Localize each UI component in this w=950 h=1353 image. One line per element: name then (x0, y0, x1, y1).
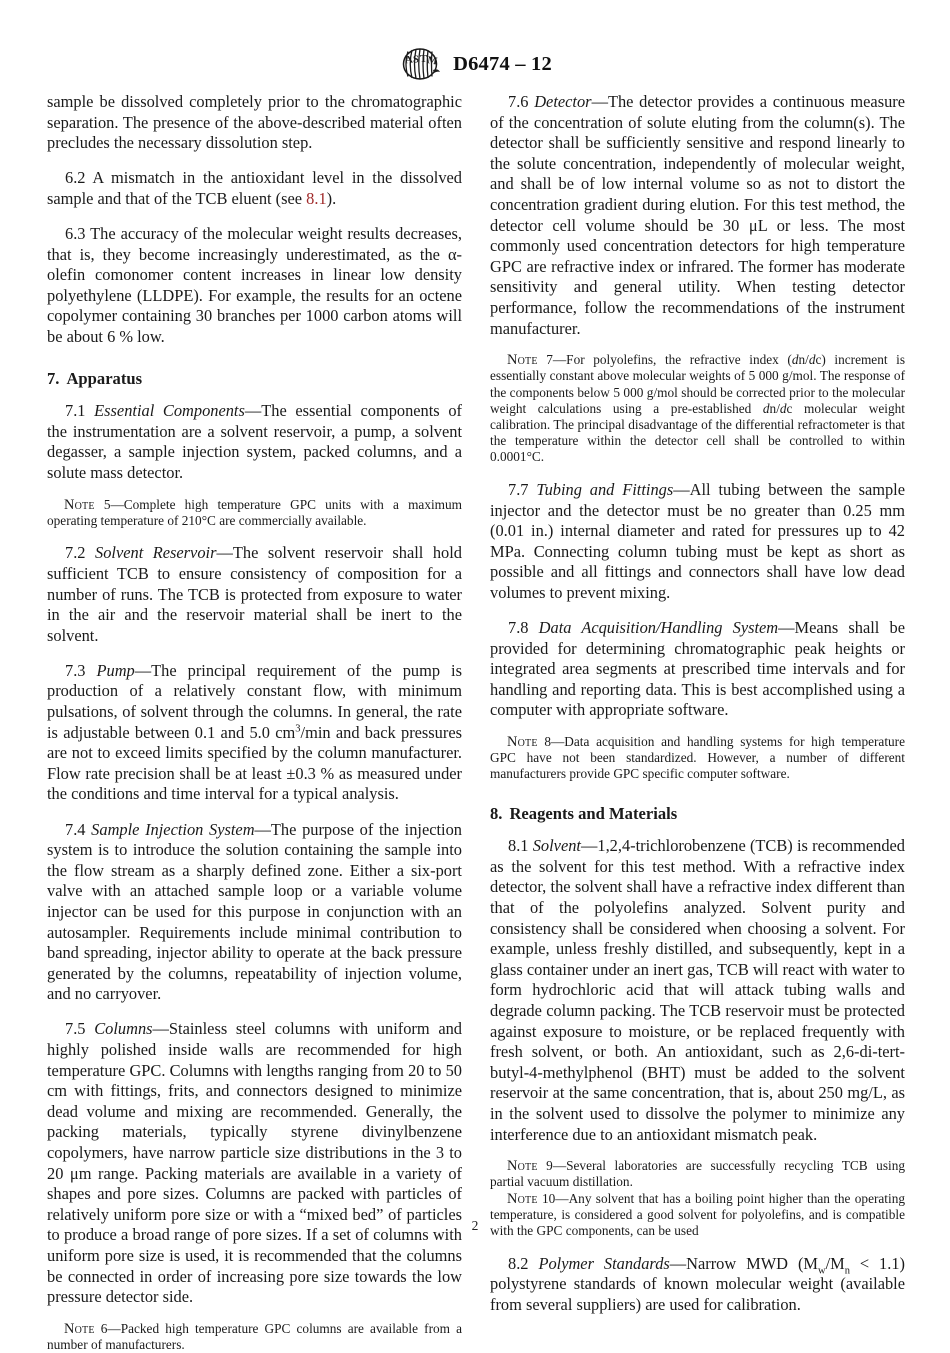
paragraph-text-1: Narrow MWD (M (686, 1253, 818, 1273)
svg-text:M: M (426, 55, 439, 68)
italic-d: d (791, 352, 799, 368)
svg-text:S: S (413, 54, 419, 66)
paragraph-7-4 (47, 820, 462, 1005)
paragraph-text: The solvent reservoir shall hold sufficient TCB to ensure consistency of composition for a number of runs. The TCB is protected from exposure to water in the air and the reservoir material shall be inert to the solvent. (47, 543, 462, 645)
note-label: Note (64, 1320, 95, 1337)
note-label: Note (507, 352, 538, 369)
italic-d: d (808, 352, 816, 368)
paragraph-text: All tubing between the sample injector and the detector must be no greater than 0.25 mm (0.01 in.) internal diameter and rated for pressures up to 42 MPa. Connecting column tubing must be kept as short as possible and all fittings and connectors shall have low dead volumes to prevent mixing. (490, 480, 906, 603)
note-text-2: ) increment is essentially constant above molecular weights of 5 000 g/mol. The response of the components below 5 000 g/mol should be corrected prior to the molecular weight calculations using a pre-established (490, 352, 906, 416)
note-number: 10 (541, 1190, 556, 1206)
subscript-w: w (817, 1264, 826, 1276)
note-number: 7 (546, 352, 553, 368)
em-dash: — (110, 496, 124, 512)
italic-d: d (762, 400, 770, 416)
section-title: Apparatus (66, 368, 143, 388)
note-text: Packed high temperature GPC columns are available from a number of manufacturers. (47, 1320, 462, 1352)
em-dash: — (555, 1190, 569, 1206)
document-designation: D6474 – 12 (453, 52, 552, 75)
paragraph-number: 7.6 (508, 92, 529, 111)
paragraph-7-7 (490, 480, 905, 604)
note-text-1: For polyolefins, the refractive index ( (566, 352, 792, 368)
paragraph-number: 7.4 (65, 819, 86, 839)
note-label: Note (507, 1190, 538, 1207)
paragraph-text-before-link: A mismatch in the antioxidant level in the dissolved sample and that of the TCB eluent (see (47, 168, 462, 208)
note-6 (47, 1321, 462, 1353)
superscript-exponent: 3 (295, 723, 301, 735)
run-in-heading: Solvent Reservoir (95, 543, 217, 563)
paragraph-number: 6.3 (65, 223, 86, 243)
paragraph-text: The essential components of the instrumentation are a solvent reservoir, a pump, a solvent degasser, a sample injection system, packed columns, and a solute mass detector. (47, 401, 462, 482)
page-footer (0, 1218, 950, 1234)
paragraph-6-3 (47, 224, 462, 348)
paragraph-8-1 (490, 836, 905, 1145)
note-number: 5 (103, 496, 111, 512)
note-9 (490, 1158, 905, 1190)
note-5 (47, 497, 462, 529)
roman-c: c (786, 400, 793, 416)
em-dash: — (552, 1158, 567, 1174)
section-heading-8 (490, 804, 905, 825)
svg-text:A: A (404, 54, 414, 67)
paragraph-number: 8.1 (508, 836, 529, 856)
em-dash: — (580, 836, 598, 856)
roman-n-slash: n/ (769, 400, 780, 416)
note-text: Data acquisition and handling systems for high temperature GPC have not been standardized. However, a number of different manufacturers provide GPC specific computer software. (490, 734, 905, 782)
paragraph-7-3 (47, 661, 462, 805)
em-dash: — (216, 543, 233, 563)
run-in-heading: Polymer Standards (538, 1253, 670, 1273)
cross-reference-link-8-1[interactable]: 8.1 (306, 188, 327, 208)
em-dash: — (591, 92, 608, 111)
paragraph-7-8 (490, 618, 905, 721)
em-dash: — (107, 1320, 121, 1336)
paragraph-number: 7.8 (508, 618, 529, 638)
astm-logo-icon (398, 47, 442, 81)
section-title: Reagents and Materials (509, 803, 678, 823)
em-dash: — (152, 1019, 169, 1039)
paragraph-7-2 (47, 543, 462, 646)
page-header (0, 42, 950, 86)
run-in-heading: Columns (94, 1019, 153, 1039)
em-dash: — (254, 819, 271, 839)
paragraph-6-1-continuation: sample be dissolved completely prior to the chromatographic separation. The presence of the above-described material often precludes the necessary dissolution step. (47, 92, 462, 153)
note-text: Complete high temperature GPC units with a maximum operating temperature of 210°C are commercially available. (47, 496, 462, 528)
run-in-heading: Tubing and Fittings (536, 480, 674, 500)
left-column (47, 92, 462, 1352)
em-dash: — (244, 401, 262, 421)
paragraph-text-3: < 1.1) polystyrene standards of known molecular weight (available from several suppliers) are used for calibration. (490, 1253, 905, 1314)
paragraph-number: 7.1 (65, 401, 86, 421)
paragraph-text: Stainless steel columns with uniform and highly polished inside walls are recommended for high temperature GPC. Columns with lengths ranging from 20 to 50 cm with fittings, frits, and connectors designed to minimize dead volume and mixing are recommended. Generally, the packing materials, typically styrene divinylbenzene copolymers, have narrow particle size distributions in the 3 to 20 μm range. Packing materials are available in a variety of shapes and pore sizes. Columns are packed with particles of relatively uniform pore size or with a “mixed bed” of particles to produce a broad range of pore sizes. If a set of columns with uniform pore size is used, it is recommended that the columns be connected in order of increasing pore size towards the low pressure detector side. (47, 1019, 462, 1307)
italic-d: d (779, 400, 787, 416)
section-number: 7. (47, 368, 60, 388)
paragraph-text: The accuracy of the molecular weight results decreases, that is, they become increasingly underestimated, as the α-olefin comonomer content increases in linear low density polyethylene (LLDPE). For example, the results for an octene copolymer containing 30 branches per 1000 carbon atoms will be about 6 % low. (47, 223, 462, 346)
em-dash: — (673, 480, 690, 500)
paragraph-text-part1: The principal requirement of the pump is production of a relatively constant flow, with minimum pulsations, of solvent through the columns. In general, the rate is adjustable between 0.1 and 5.0 cm (47, 660, 462, 742)
note-text: Several laboratories are successfully recycling TCB using partial vacuum distillation. (490, 1158, 905, 1190)
note-8 (490, 734, 905, 783)
paragraph-number: 7.7 (508, 480, 529, 500)
note-label: Note (507, 1158, 538, 1175)
run-in-heading: Data Acquisition/Handling System (538, 618, 779, 638)
paragraph-number: 7.3 (65, 660, 86, 680)
em-dash: — (550, 734, 565, 750)
paragraph-text: The purpose of the injection system is to introduce the solution containing the sample into the flow stream as a sharply defined zone. Either a six-port valve with an attached sample loop or a variable volume injector can be used for this purpose in conjunction with an autosampler. Requirements include minimal contribution to band spreading, injector ability to operate at the back pressure generated by the columns, repeatability of injection volume, and no carryover. (47, 819, 462, 1004)
paragraph-text: The detector provides a continuous measure of the concentration of solute eluting from the column(s). The detector shall be sufficiently sensitive and respond linearly to the solute concentration, independently of molecular weight, and shall be of low internal volume so as not to distort the concentration gradient during elution. For this test method, the detector cell volume should be 30 μL or less. The most commonly used concentration detectors for high temperature GPC are refractive index or infrared. The former has moderate sensitivity and general utility. When testing detector performance, follow the recommendations of the instrument manufacturer. (490, 92, 905, 338)
paragraph-number: 7.2 (65, 543, 86, 563)
paragraph-text-2: /M (825, 1253, 845, 1273)
paragraph-7-5 (47, 1019, 462, 1307)
em-dash: — (669, 1253, 687, 1273)
note-text-3: molecular weight calibration. The principal disadvantage of the differential refractometer is that the temperature within the detector cell shall be controlled to within 0.0001°C. (490, 400, 905, 465)
page-number: 2 (471, 1218, 479, 1233)
section-number: 8. (490, 803, 503, 823)
paragraph-text: Means shall be provided for determining chromatographic peak heights or integrated area segments at prescribed time intervals and for handling and reporting data. This is best accomplished using a computer with appropriate software. (490, 618, 905, 720)
note-label: Note (507, 734, 538, 751)
page-body (47, 92, 906, 1352)
paragraph-number: 7.5 (65, 1019, 86, 1039)
paragraph-number: 8.2 (508, 1253, 529, 1273)
right-column (490, 92, 906, 1314)
note-label: Note (64, 496, 95, 513)
note-number: 6 (100, 1320, 108, 1336)
section-heading-7 (47, 369, 462, 390)
subscript-n: n (844, 1264, 850, 1276)
paragraph-number: 6.2 (65, 168, 86, 188)
run-in-heading: Pump (96, 660, 135, 680)
em-dash: — (552, 352, 567, 368)
run-in-heading: Solvent (532, 836, 581, 856)
paragraph-8-2 (490, 1254, 905, 1316)
note-7 (490, 352, 905, 465)
paragraph-7-6 (490, 92, 905, 339)
em-dash: — (134, 660, 152, 680)
run-in-heading: Essential Components (94, 401, 245, 421)
paragraph-6-2 (47, 168, 462, 209)
svg-text:T: T (420, 54, 428, 65)
run-in-heading: Sample Injection System (91, 819, 255, 839)
note-number: 8 (544, 734, 551, 750)
paragraph-text-part2: /min and back pressures are not to exceed limits specified by the column manufacturer. Flow rate precision shall be at least ±0.3 % as measured under the conditions and time interval for a typical analysis. (47, 722, 462, 804)
paragraph-text: 1,2,4-trichlorobenzene (TCB) is recommended as the solvent for this test method. With a refractive index detector, the solvent shall have a refractive index different than that of the polyolefins analyzed. Solvent purity and consistency shall be considered when choosing a solvent. For example, unless freshly distilled, and subsequently, kept in a glass container under an inert gas, TCB will react with water to form hydrochloric acid that will attack tubing walls and degrade column packing. The TCB reservoir must be protected against exposure to moisture, or be replaced frequently with fresh solvent, or both. An antioxidant, such as 2,6-di-tert-butyl-4-methylphenol (BHT) must be added to the solvent reservoir at the same concentration, that is, about 250 mg/L, as in the solvent used to dissolve the polymer to minimize any interference due to an antioxidant mismatch peak. (490, 836, 905, 1144)
em-dash: — (778, 618, 795, 638)
paragraph-text-after-link: ). (326, 188, 337, 208)
run-in-heading: Detector (534, 92, 592, 111)
note-text: Any solvent that has a boiling point higher than the operating temperature, is considered a good solvent for polyolefins, and is compatible with the GPC components, can be used (490, 1190, 905, 1238)
paragraph-7-1 (47, 401, 462, 483)
roman-n-slash: n/ (798, 352, 809, 368)
note-number: 9 (546, 1158, 553, 1174)
roman-c: c (815, 352, 822, 368)
